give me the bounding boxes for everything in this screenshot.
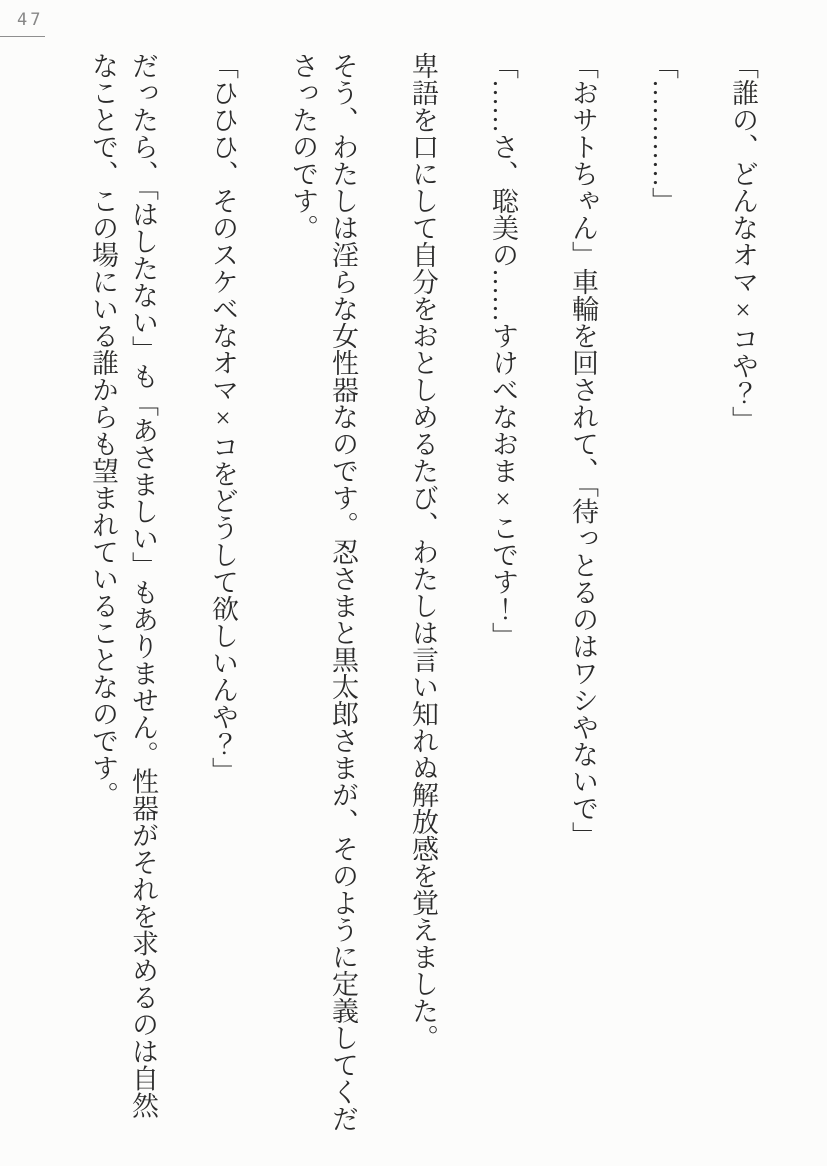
page-number-underline [0,36,45,37]
paragraph-narration-3: だったら、「はしたない」も「あさましい」もありません。性器がそれを求めるのは自然なことで、この場にいる誰からも望まれていることなのです。 [88,52,158,1119]
paragraph-dialogue-1: 「誰の、どんなオマ×コや？」 [728,52,758,433]
paragraph-dialogue-4: 「……さ、聡美の……すけべなおま×こです！」 [488,52,518,649]
vertical-text-block [83,52,763,1132]
paragraph-narration-1: 卑語を口にして自分をおとしめるたび、わたしは言い知れぬ解放感を覚えました。 [408,52,438,1051]
paragraph-dialogue-3: 「おサトちゃん」車輪を回されて、「待っとるのはワシやないで」 [568,52,598,849]
paragraph-dialogue-2: 「…………」 [648,52,678,214]
paragraph-dialogue-5: 「ひひひ、そのスケベなオマ×コをどうして欲しいんや？」 [208,52,238,784]
page-number: 47 [17,10,44,30]
paragraph-narration-2: そう、わたしは淫らな女性器なのです。忍さまと黒太郎さまが、そのように定義してくださったのです。 [288,52,358,1132]
